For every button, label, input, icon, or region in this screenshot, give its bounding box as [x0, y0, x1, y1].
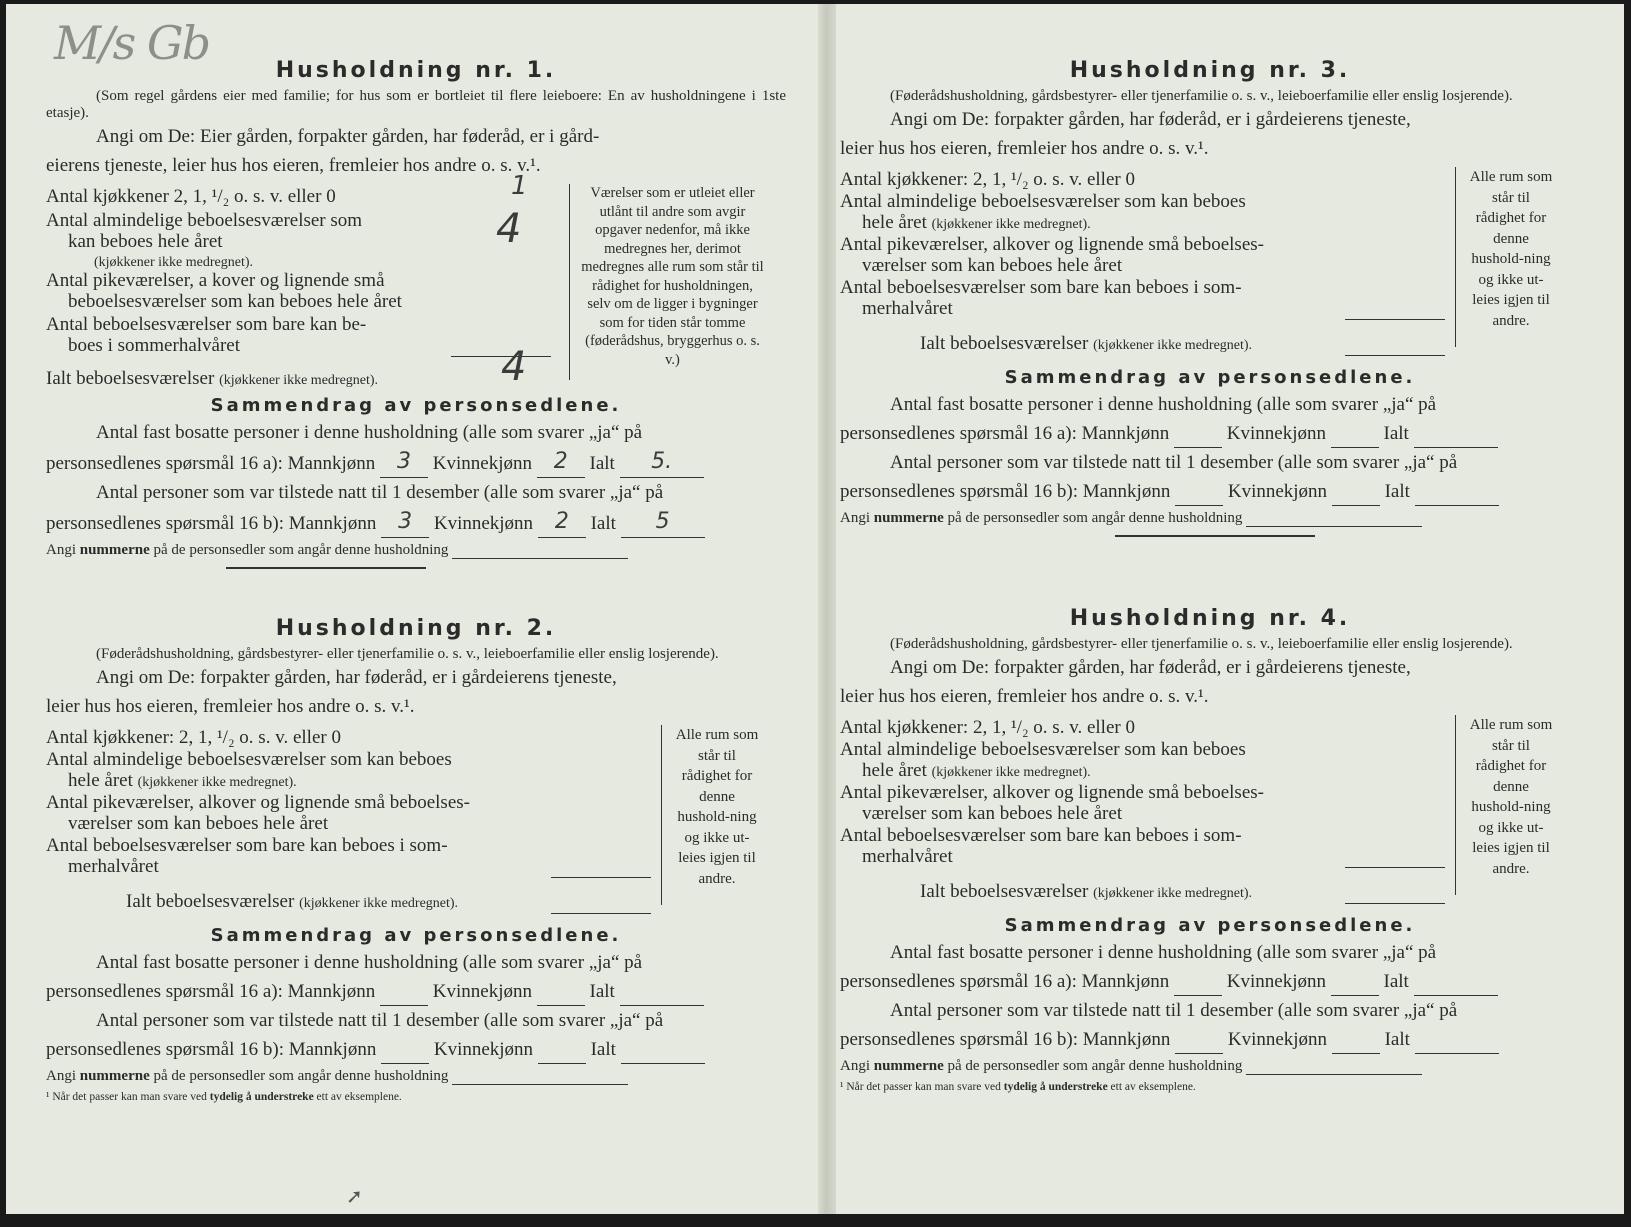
h4-total-note: (kjøkkener ikke medregnet).: [1093, 886, 1253, 901]
household-2-angi-num-bold: nummerne: [79, 1068, 150, 1084]
household-2-s1-female-label: Kvinnekjønn: [432, 981, 532, 1002]
h4-maid-label-b: værelser som kan beboes hele året: [862, 803, 1123, 824]
household-2-s2-female[interactable]: [538, 1063, 586, 1064]
household-4-angi-num-bold: nummerne: [873, 1058, 944, 1074]
h4-total-label: Ialt beboelsesværelser: [920, 881, 1089, 902]
household-1-s1-male[interactable]: 3: [380, 447, 428, 478]
h2-rooms-label-b: hele året: [68, 770, 133, 791]
footnote-left-bold: tydelig å understreke: [209, 1091, 314, 1103]
h3-total-note: (kjøkkener ikke medregnet).: [1093, 338, 1253, 353]
household-3-angi-num-post: på de personsedler som angår denne husholdning: [947, 510, 1243, 526]
household-3-s2-male[interactable]: [1175, 505, 1223, 506]
household-4: [840, 604, 1580, 1093]
household-1-angi-line1: Angi om De: Eier gården, forpakter gården, har føderåd, er i gård-: [96, 126, 600, 147]
household-4-summary-title: Sammendrag av personsedlene.: [1004, 915, 1416, 936]
h3-total-label: Ialt beboelsesværelser: [920, 333, 1089, 354]
rooms-value[interactable]: 4: [496, 206, 522, 252]
household-4-s2b: personsedlenes spørsmål 16 b): Mannkjønn: [840, 1029, 1171, 1050]
h2-summer-label-a: Antal beboelsesværelser som bare kan beboes i som-: [46, 835, 448, 856]
household-1-angi-num-post: på de personsedler som angår denne husholdning: [153, 542, 449, 558]
household-3-summary-title: Sammendrag av personsedlene.: [1004, 367, 1416, 388]
household-4-angi-num-post: på de personsedler som angår denne husholdning: [947, 1058, 1243, 1074]
household-3-angi-line2: leier hus hos eieren, fremleier hos andre o. s. v.¹.: [840, 138, 1209, 159]
household-4-s1a: Antal fast bosatte personer i denne husholdning (alle som svarer „ja“ på: [890, 942, 1437, 963]
maid-rooms-label-b: beboelsesværelser som kan beboes hele året: [68, 291, 402, 312]
household-3-s2b: personsedlenes spørsmål 16 b): Mannkjønn: [840, 481, 1171, 502]
household-1-s1b: personsedlenes spørsmål 16 a): Mannkjønn: [46, 453, 376, 474]
household-2-angi-line1: Angi om De: forpakter gården, har føderåd, er i gårdeierens tjeneste,: [96, 667, 617, 688]
h4-rooms-label-b: hele året: [862, 760, 927, 781]
total-rooms-note: (kjøkkener ikke medregnet).: [219, 373, 379, 388]
household-2-s1b: personsedlenes spørsmål 16 a): Mannkjønn: [46, 981, 376, 1002]
household-3-s1-total-label: Ialt: [1383, 423, 1409, 444]
household-1-s1-female-label: Kvinnekjønn: [432, 453, 532, 474]
household-3-s2a: Antal personer som var tilstede natt til 1 desember (alle som svarer „ja“ på: [890, 452, 1458, 473]
household-4-numbers-line[interactable]: [1246, 1074, 1422, 1075]
summer-rooms-label-b: boes i sommerhalvåret: [68, 335, 241, 356]
household-3-sidenote: Alle rum som står til rådighet for denne hushold-ning og ikke ut-leies igjen til andre.: [1455, 167, 1556, 347]
household-4-s2-total[interactable]: [1415, 1053, 1499, 1054]
household-4-s2-female[interactable]: [1332, 1053, 1380, 1054]
h2-rooms-note: (kjøkkener ikke medregnet).: [137, 775, 297, 790]
household-4-rooms: [840, 715, 1580, 901]
household-3-s1-female-label: Kvinnekjønn: [1226, 423, 1326, 444]
household-4-s2-total-label: Ialt: [1384, 1029, 1410, 1050]
household-3-s1a: Antal fast bosatte personer i denne husholdning (alle som svarer „ja“ på: [890, 394, 1437, 415]
household-1-s1-female[interactable]: 2: [537, 447, 585, 478]
h2-maid-label-a: Antal pikeværelser, alkover og lignende små beboelses-: [46, 792, 470, 813]
household-2-s2-female-label: Kvinnekjønn: [433, 1039, 534, 1060]
household-2-s2b: personsedlenes spørsmål 16 b): Mannkjønn: [46, 1039, 377, 1060]
h3-rooms-note: (kjøkkener ikke medregnet).: [931, 217, 1091, 232]
household-2-s1a: Antal fast bosatte personer i denne husholdning (alle som svarer „ja“ på: [96, 952, 643, 973]
h3-rooms-label-b: hele året: [862, 212, 927, 233]
h2-total-label: Ialt beboelsesværelser: [126, 891, 295, 912]
household-4-s1-total-label: Ialt: [1383, 971, 1409, 992]
household-3-angi-num-bold: nummerne: [873, 510, 944, 526]
rooms-note: (kjøkkener ikke medregnet).: [94, 255, 253, 270]
h3-rooms-label-a: Antal almindelige beboelsesværelser som kan beboes: [840, 191, 1246, 212]
pencil-mark: ➚: [346, 1186, 363, 1208]
household-4-note: (Føderådshusholdning, gårdsbestyrer- eller tjenerfamilie o. s. v., leieboerfamilie eller enslig losjerende).: [890, 636, 1513, 652]
household-2-angi-num-post: på de personsedler som angår denne husholdning: [153, 1068, 449, 1084]
household-2-note: (Føderådshusholdning, gårdsbestyrer- eller tjenerfamilie o. s. v., leieboerfamilie eller enslig losjerende).: [96, 646, 719, 662]
total-rooms-value[interactable]: 4: [501, 344, 527, 390]
household-4-title: Husholdning nr. 4.: [1069, 606, 1351, 631]
left-page: [46, 4, 786, 1214]
kitchens-value[interactable]: 1: [511, 171, 528, 201]
footnote-right-pre: ¹ Når det passer kan man svare ved: [840, 1081, 1001, 1093]
household-1-s1a: Antal fast bosatte personer i denne husholdning (alle som svarer „ja“ på: [96, 422, 643, 443]
household-1-s1-total-label: Ialt: [589, 453, 615, 474]
kitchens-label: Antal kjøkkener 2, 1, ¹/₂ o. s. v. eller 0: [46, 186, 336, 207]
handwritten-stamp: M/s Gb: [54, 16, 210, 70]
household-4-angi-num-pre: Angi: [840, 1058, 870, 1074]
household-4-sidenote: Alle rum som står til rådighet for denne hushold-ning og ikke ut-leies igjen til andre.: [1455, 715, 1556, 895]
h2-rooms-label-a: Antal almindelige beboelsesværelser som kan beboes: [46, 749, 452, 770]
h3-summer-label-b: merhalvåret: [862, 298, 953, 319]
household-4-s2-male[interactable]: [1175, 1053, 1223, 1054]
household-1-angi-line2: eierens tjeneste, leier hus hos eieren, fremleier hos andre o. s. v.¹.: [46, 155, 541, 176]
household-2-angi-line2: leier hus hos eieren, fremleier hos andre o. s. v.¹.: [46, 696, 415, 717]
h2-maid-label-b: værelser som kan beboes hele året: [68, 813, 329, 834]
household-3-separator: [1115, 535, 1315, 537]
household-1-summary-title: Sammendrag av personsedlene.: [210, 395, 622, 416]
household-1-note: (Som regel gårdens eier med familie; for hus som er bortleiet til flere leieboere: En av husholdningene i 1ste etasje).: [46, 88, 786, 121]
rooms-label-a: Antal almindelige beboelsesværelser som: [46, 210, 363, 231]
household-3-angi-num-pre: Angi: [840, 510, 870, 526]
household-3-s2-total-label: Ialt: [1384, 481, 1410, 502]
household-3-numbers-line[interactable]: [1246, 526, 1422, 527]
household-3-s2-female-label: Kvinnekjønn: [1227, 481, 1328, 502]
household-1-angi-num-bold: nummerne: [79, 542, 150, 558]
household-2-s2-total-label: Ialt: [590, 1039, 616, 1060]
h4-maid-label-a: Antal pikeværelser, alkover og lignende små beboelses-: [840, 782, 1264, 803]
household-1-sidenote: Værelser som er utleiet eller utlånt til andre som avgir opgaver nedenfor, må ikke medregnes her, derimot medregnes alle rum som står til rådighet for husholdningen, selv om de ligger i bygninger som for tiden står tomme (føderådshus, bryggerhus o. s. v.): [569, 184, 765, 380]
h3-kitchens-label: Antal kjøkkener: 2, 1, ¹/₂ o. s. v. eller 0: [840, 169, 1135, 190]
h2-summer-line[interactable]: [551, 877, 651, 878]
household-1-s2-female[interactable]: 2: [538, 507, 586, 538]
household-3-rooms: [840, 167, 1580, 353]
household-3-note: (Føderådshusholdning, gårdsbestyrer- eller tjenerfamilie o. s. v., leieboerfamilie eller enslig losjerende).: [890, 88, 1513, 104]
household-2-angi-num-pre: Angi: [46, 1068, 76, 1084]
h4-total-line[interactable]: [1345, 903, 1445, 904]
household-3-s2-female[interactable]: [1332, 505, 1380, 506]
h3-maid-label-b: værelser som kan beboes hele året: [862, 255, 1123, 276]
maid-rooms-label-a: Antal pikeværelser, a kover og lignende små: [46, 270, 385, 291]
h4-rooms-label-a: Antal almindelige beboelsesværelser som kan beboes: [840, 739, 1246, 760]
h3-summer-line[interactable]: [1345, 319, 1445, 320]
h2-total-line[interactable]: [551, 913, 651, 914]
h3-summer-label-a: Antal beboelsesværelser som bare kan beboes i som-: [840, 277, 1242, 298]
household-2-s2-male[interactable]: [381, 1063, 429, 1064]
household-1-s2-total-label: Ialt: [590, 513, 616, 534]
h4-kitchens-label: Antal kjøkkener: 2, 1, ¹/₂ o. s. v. eller 0: [840, 717, 1135, 738]
summer-rooms-label-a: Antal beboelsesværelser som bare kan be-: [46, 314, 367, 335]
h2-summer-label-b: merhalvåret: [68, 856, 159, 877]
page-fold: [818, 4, 836, 1214]
household-1-s2-total[interactable]: 5: [621, 507, 705, 538]
h2-total-note: (kjøkkener ikke medregnet).: [299, 896, 459, 911]
right-page: [840, 4, 1580, 1214]
household-1-s1-total[interactable]: 5.: [620, 447, 704, 478]
h3-total-line[interactable]: [1345, 355, 1445, 356]
h4-summer-label-b: merhalvåret: [862, 846, 953, 867]
household-3-angi-line1: Angi om De: forpakter gården, har føderåd, er i gårdeierens tjeneste,: [890, 109, 1411, 130]
household-1-s2a: Antal personer som var tilstede natt til 1 desember (alle som svarer „ja“ på: [96, 482, 664, 503]
h4-summer-label-a: Antal beboelsesværelser som bare kan beboes i som-: [840, 825, 1242, 846]
household-1: [46, 56, 786, 569]
total-rooms-label: Ialt beboelsesværelser: [46, 368, 215, 389]
household-4-angi-line2: leier hus hos eieren, fremleier hos andre o. s. v.¹.: [840, 686, 1209, 707]
household-1-rooms: [46, 171, 786, 390]
h3-maid-label-a: Antal pikeværelser, alkover og lignende små beboelses-: [840, 234, 1264, 255]
household-3-s1b: personsedlenes spørsmål 16 a): Mannkjønn: [840, 423, 1170, 444]
household-3-s2-total[interactable]: [1415, 505, 1499, 506]
footnote-left-post: ett av eksemplene.: [316, 1091, 402, 1103]
footnote-left-pre: ¹ Når det passer kan man svare ved: [46, 1091, 207, 1103]
household-1-s2-male[interactable]: 3: [381, 507, 429, 538]
h2-kitchens-label: Antal kjøkkener: 2, 1, ¹/₂ o. s. v. eller 0: [46, 727, 341, 748]
household-1-s2-female-label: Kvinnekjønn: [433, 513, 534, 534]
household-3-title: Husholdning nr. 3.: [1069, 58, 1351, 83]
household-1-numbers-line[interactable]: [452, 558, 628, 559]
household-2-s2a: Antal personer som var tilstede natt til 1 desember (alle som svarer „ja“ på: [96, 1010, 664, 1031]
household-2-sidenote: Alle rum som står til rådighet for denne hushold-ning og ikke ut-leies igjen til andre.: [661, 725, 762, 905]
household-4-s2a: Antal personer som var tilstede natt til 1 desember (alle som svarer „ja“ på: [890, 1000, 1458, 1021]
household-1-separator: [226, 567, 426, 569]
h4-summer-line[interactable]: [1345, 867, 1445, 868]
h4-rooms-note: (kjøkkener ikke medregnet).: [931, 765, 1091, 780]
household-2-summary-title: Sammendrag av personsedlene.: [210, 925, 622, 946]
household-1-s2b: personsedlenes spørsmål 16 b): Mannkjønn: [46, 513, 377, 534]
household-4-angi-line1: Angi om De: forpakter gården, har føderåd, er i gårdeierens tjeneste,: [890, 657, 1411, 678]
household-2-rooms: [46, 725, 786, 911]
household-2-s1-total-label: Ialt: [589, 981, 615, 1002]
household-2-title: Husholdning nr. 2.: [275, 616, 557, 641]
household-1-angi-num-pre: Angi: [46, 542, 76, 558]
household-4-s1b: personsedlenes spørsmål 16 a): Mannkjønn: [840, 971, 1170, 992]
document-sheet: [6, 4, 1624, 1214]
footnote-right-post: ett av eksemplene.: [1110, 1081, 1196, 1093]
household-1-title: Husholdning nr. 1.: [275, 58, 557, 83]
household-4-s1-female-label: Kvinnekjønn: [1226, 971, 1326, 992]
rooms-label-b: kan beboes hele året: [68, 231, 223, 252]
household-2-s2-total[interactable]: [621, 1063, 705, 1064]
household-2-numbers-line[interactable]: [452, 1084, 628, 1085]
footnote-right-bold: tydelig å understreke: [1003, 1081, 1108, 1093]
household-2: [46, 614, 786, 1103]
household-3: [840, 56, 1580, 537]
household-4-s2-female-label: Kvinnekjønn: [1227, 1029, 1328, 1050]
